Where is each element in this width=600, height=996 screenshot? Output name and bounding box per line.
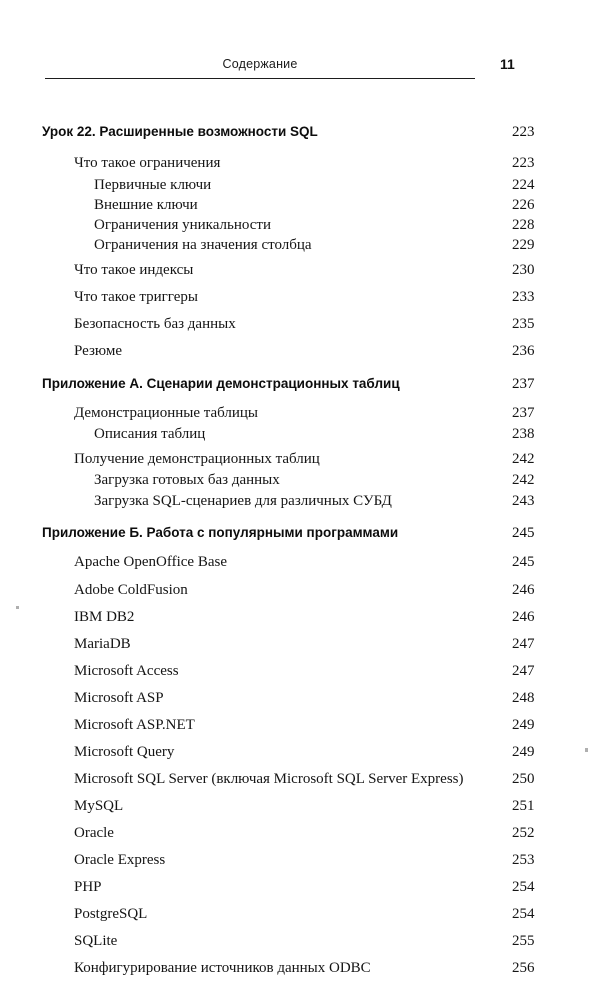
- toc-entry-label: Что такое триггеры: [74, 289, 198, 305]
- toc-entry-page: 243: [512, 493, 535, 509]
- toc-entry-label: PHP: [74, 879, 102, 895]
- toc-entry-label: MariaDB: [74, 636, 131, 652]
- toc-entry-page: 246: [512, 582, 535, 598]
- toc-entry-label: MySQL: [74, 798, 124, 814]
- toc-entry-label: IBM DB2: [74, 609, 135, 625]
- toc-entry-label: Конфигурирование источников данных ODBC: [74, 960, 371, 976]
- toc-entry-label: Получение демонстрационных таблиц: [74, 451, 320, 467]
- toc-entry-page: 246: [512, 609, 535, 625]
- page-number: 11: [500, 56, 515, 72]
- toc-entry-label: Описания таблиц: [94, 426, 206, 442]
- toc-entry-label: Microsoft Query: [74, 744, 175, 760]
- toc-entry-label: Первичные ключи: [94, 177, 212, 193]
- toc-entry-label: Microsoft ASP: [74, 690, 164, 706]
- toc-entry-page: 249: [512, 717, 535, 733]
- toc-entry-label: Приложение Б. Работа с популярными программами: [42, 525, 399, 540]
- toc-entry-page: 245: [512, 554, 535, 570]
- toc-entry-page: 230: [512, 262, 535, 278]
- toc-entry-page: 229: [512, 237, 535, 253]
- toc-entry-label: Microsoft SQL Server (включая Microsoft SQL Server Express): [74, 771, 464, 787]
- scan-speck: [16, 606, 19, 609]
- toc-entry-label: Ограничения на значения столбца: [94, 237, 312, 253]
- toc-entry-page: 250: [512, 771, 535, 787]
- toc-entry-label: Демонстрационные таблицы: [74, 405, 259, 421]
- toc-entry-label: Загрузка готовых баз данных: [94, 472, 280, 488]
- toc-entry-label: Apache OpenOffice Base: [74, 554, 227, 570]
- toc-entry-label: Microsoft ASP.NET: [74, 717, 195, 733]
- toc-entry-page: 252: [512, 825, 535, 841]
- toc-entry-page: 228: [512, 217, 535, 233]
- toc-entry-page: 247: [512, 636, 535, 652]
- toc-entry-page: 253: [512, 852, 535, 868]
- toc-entry-page: 238: [512, 426, 535, 442]
- toc-entry-label: Adobe ColdFusion: [74, 582, 188, 598]
- toc-entry-page: 248: [512, 690, 535, 706]
- toc-entry-page: 235: [512, 316, 535, 332]
- page-header: [45, 57, 555, 87]
- toc-entry-page: 249: [512, 744, 535, 760]
- toc-entry-page: 242: [512, 451, 535, 467]
- toc-entry-label: Приложение А. Сценарии демонстрационных таблиц: [42, 376, 400, 391]
- toc-entry-page: 233: [512, 289, 535, 305]
- toc-entry-page: 237: [512, 405, 535, 421]
- toc-entry-label: SQLite: [74, 933, 118, 949]
- toc-entry-label: Microsoft Access: [74, 663, 179, 679]
- toc-entry-label: Загрузка SQL-сценариев для различных СУБД: [94, 493, 392, 509]
- toc-entry-label: Oracle: [74, 825, 114, 841]
- toc-entry-label: Что такое ограничения: [74, 155, 221, 171]
- toc-entry-page: 247: [512, 663, 535, 679]
- toc-entry-page: 237: [512, 376, 535, 392]
- toc-entry-page: 245: [512, 525, 535, 541]
- toc-entry-page: 242: [512, 472, 535, 488]
- toc-entry-label: Внешние ключи: [94, 197, 198, 213]
- toc-entry-label: Ограничения уникальности: [94, 217, 271, 233]
- toc-entry-label: PostgreSQL: [74, 906, 148, 922]
- toc-entry-label: Oracle Express: [74, 852, 166, 868]
- toc-entry-page: 251: [512, 798, 535, 814]
- toc-entry-label: Урок 22. Расширенные возможности SQL: [42, 124, 318, 139]
- toc-entry-page: 256: [512, 960, 535, 976]
- header-divider: [45, 78, 475, 79]
- toc-entry-label: Что такое индексы: [74, 262, 194, 278]
- toc-entry-page: 223: [512, 155, 535, 171]
- toc-entry-page: 254: [512, 879, 535, 895]
- toc-entry-page: 236: [512, 343, 535, 359]
- scan-speck: [585, 748, 588, 752]
- toc-entry-page: 224: [512, 177, 535, 193]
- toc-entry-page: 255: [512, 933, 535, 949]
- toc-entry-page: 254: [512, 906, 535, 922]
- toc-entry-page: 226: [512, 197, 535, 213]
- toc-entry-label: Безопасность баз данных: [74, 316, 236, 332]
- page-title: Содержание: [222, 57, 298, 71]
- toc-entry-label: Резюме: [74, 343, 123, 359]
- toc-entry-page: 223: [512, 124, 535, 140]
